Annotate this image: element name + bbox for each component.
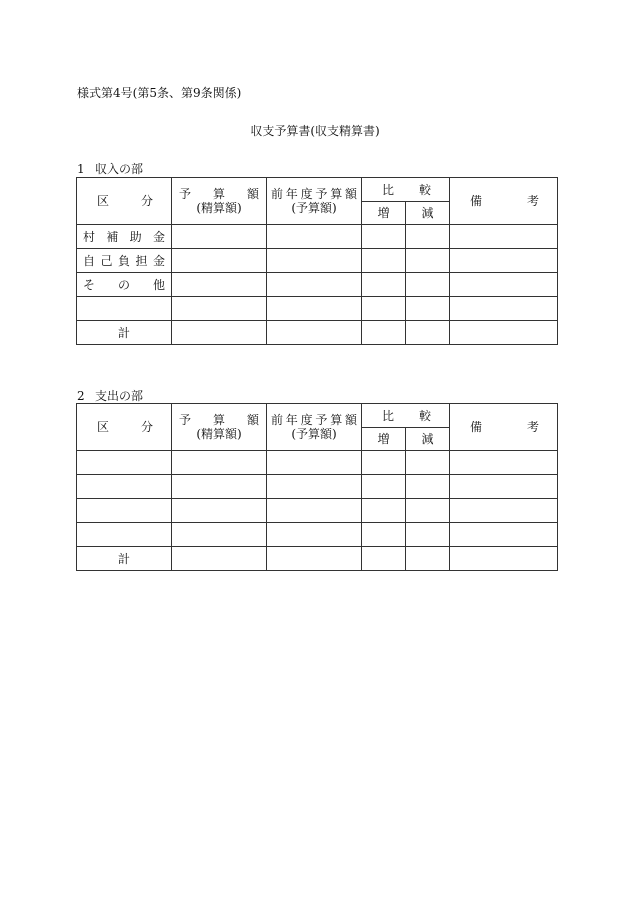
expense-section-label: 支出の部 <box>95 389 144 403</box>
header-category: 区 分 <box>77 178 172 225</box>
row-label: そ の 他 <box>77 273 172 297</box>
header-compare: 比 較 <box>362 178 450 202</box>
header-decrease: 減 <box>406 202 450 225</box>
row-label: 自 己 負 担 金 <box>77 249 172 273</box>
total-label: 計 <box>77 321 172 345</box>
total-label: 計 <box>77 547 172 571</box>
table-row <box>77 297 558 321</box>
form-number: 様式第4号(第5条、第9条関係) <box>77 86 242 100</box>
table-row <box>77 273 558 297</box>
income-table <box>76 177 558 345</box>
header-increase: 増 <box>362 202 406 225</box>
header-prev-budget: 前 年 度 予 算 額 (予算額) <box>267 178 362 225</box>
header-category: 区 分 <box>77 404 172 451</box>
total-row <box>77 547 558 571</box>
expense-section-title <box>77 387 143 404</box>
header-budget: 予 算 額 (精算額) <box>172 404 267 451</box>
table-row <box>77 249 558 273</box>
header-increase: 増 <box>362 428 406 451</box>
row-label: 村 補 助 金 <box>77 225 172 249</box>
header-budget: 予 算 額 (精算額) <box>172 178 267 225</box>
document-title: 収支予算書(収支精算書) <box>250 124 380 138</box>
table-row <box>77 499 558 523</box>
total-row <box>77 321 558 345</box>
header-decrease: 減 <box>406 428 450 451</box>
expense-table <box>76 403 558 571</box>
expense-section-number: 2 <box>77 389 85 403</box>
header-remarks: 備 考 <box>450 178 558 225</box>
header-compare: 比 較 <box>362 404 450 428</box>
table-row <box>77 475 558 499</box>
header-prev-budget: 前 年 度 予 算 額 (予算額) <box>267 404 362 451</box>
table-row <box>77 523 558 547</box>
income-section-title <box>77 160 143 177</box>
table-row <box>77 225 558 249</box>
header-remarks: 備 考 <box>450 404 558 451</box>
table-row <box>77 451 558 475</box>
income-section-label: 収入の部 <box>95 162 144 176</box>
income-section-number: 1 <box>77 162 85 176</box>
